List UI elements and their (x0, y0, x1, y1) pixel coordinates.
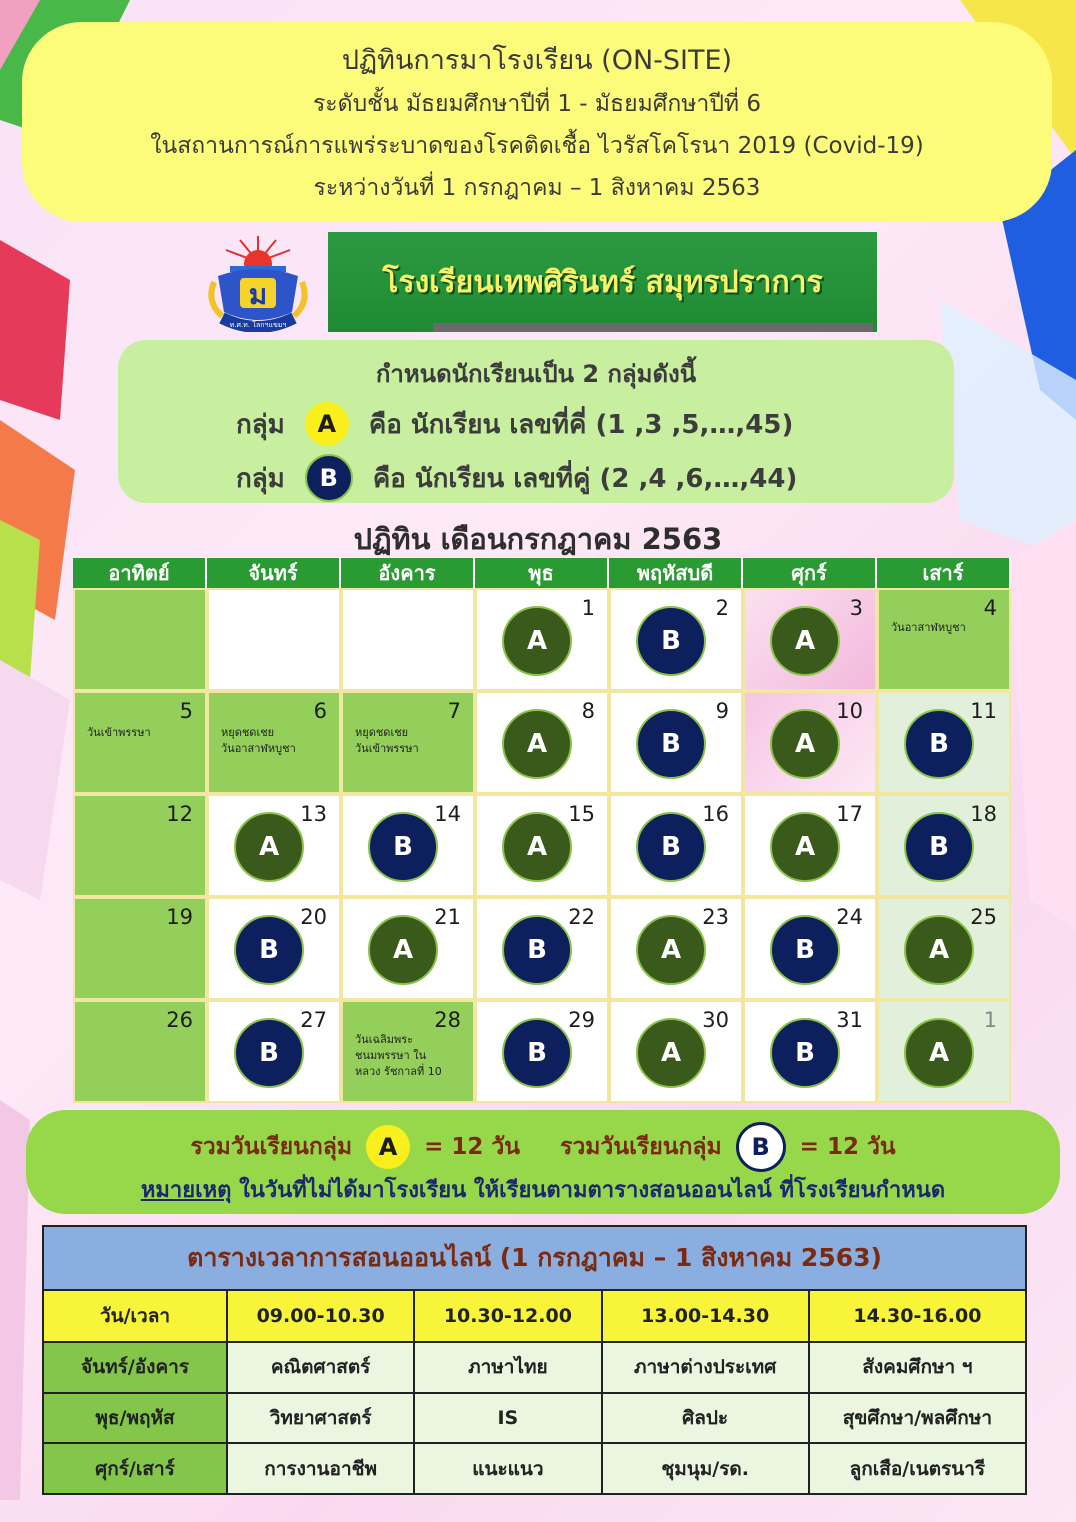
logo-letter: ม (248, 278, 268, 311)
timetable-row (43, 1443, 1026, 1494)
timetable-subject: ลูกเสือ/เนตรนารี (809, 1443, 1026, 1494)
school-logo (200, 232, 316, 332)
day-number: 14 (434, 802, 461, 826)
calendar-day-cell (743, 897, 877, 1000)
note-label: หมายเหตุ (140, 1178, 232, 1203)
group-b-day-badge: B (368, 812, 438, 882)
timetable-subject: ภาษาไทย (414, 1342, 601, 1393)
calendar-day-cell (609, 794, 743, 897)
online-timetable (42, 1225, 1027, 1495)
school-name-banner (328, 232, 877, 332)
calendar-day-cell (475, 794, 609, 897)
calendar-day-cell (743, 1000, 877, 1103)
note-text: ในวันที่ไม่ได้มาโรงเรียน ให้เรียนตามตารางสอนออนไลน์ ที่โรงเรียนกำหนด (231, 1178, 946, 1203)
calendar-day-cell (609, 1000, 743, 1103)
calendar-day-cell (207, 1000, 341, 1103)
summary-box (26, 1110, 1060, 1214)
title-line-4: ระหว่างวันที่ 1 กรกฎาคม – 1 สิงหาคม 2563 (313, 174, 761, 201)
group-a-day-badge: A (636, 915, 706, 985)
day-number: 29 (568, 1008, 595, 1032)
calendar-day-cell (73, 588, 207, 691)
summary-note (26, 1172, 1060, 1207)
calendar-title: ปฏิทิน เดือนกรกฎาคม 2563 (353, 522, 723, 556)
day-number: 23 (702, 905, 729, 929)
day-number: 30 (702, 1008, 729, 1032)
group-b-day-badge: B (770, 915, 840, 985)
group-b-day-badge: B (636, 606, 706, 676)
day-header: ศุกร์ (743, 558, 877, 588)
school-name: โรงเรียนเทพศิรินทร์ สมุทรปราการ (382, 264, 823, 300)
timetable-day: ศุกร์/เสาร์ (43, 1443, 227, 1494)
calendar-day-cell (73, 691, 207, 794)
group-a-badge: A (305, 402, 349, 446)
holiday-note: วันเฉลิมพระ ชนมพรรษา ใน หลวง รัชกาลที่ 10 (355, 1033, 442, 1078)
day-number: 6 (313, 699, 327, 723)
day-number: 4 (983, 596, 997, 620)
calendar-day-cell (341, 588, 475, 691)
day-number: 10 (836, 699, 863, 723)
day-number: 8 (581, 699, 595, 723)
timetable-subject: สังคมศึกษา ฯ (809, 1342, 1026, 1393)
calendar-day-cell (207, 691, 341, 794)
summary-a-value: = 12 วัน (424, 1134, 520, 1160)
day-number: 2 (715, 596, 729, 620)
calendar-day-cell (207, 588, 341, 691)
timetable-header: 14.30-16.00 (809, 1290, 1026, 1342)
calendar-day-cell (877, 794, 1011, 897)
group-a-day-badge: A (770, 709, 840, 779)
calendar-day-cell (73, 897, 207, 1000)
day-number: 31 (836, 1008, 863, 1032)
group-a-day-badge: A (502, 709, 572, 779)
title-line-3: ในสถานการณ์การแพร่ระบาดของโรคติดเชื้อ ไวรัสโคโรนา 2019 (Covid-19) (150, 132, 924, 159)
calendar-day-cell (341, 897, 475, 1000)
day-number: 24 (836, 905, 863, 929)
group-b-day-badge: B (502, 1018, 572, 1088)
group-b-day-badge: B (502, 915, 572, 985)
calendar-day-cell (341, 1000, 475, 1103)
calendar-day-cell (877, 1000, 1011, 1103)
calendar-day-cell (609, 588, 743, 691)
timetable-day: จันทร์/อังคาร (43, 1342, 227, 1393)
calendar-day-cell (877, 691, 1011, 794)
group-a-day-badge: A (904, 1018, 974, 1088)
day-number: 16 (702, 802, 729, 826)
calendar-day-cell (877, 897, 1011, 1000)
group-a-text: คือ นักเรียน เลขที่คี่ (1 ,3 ,5,…,45) (368, 409, 794, 440)
group-a-day-badge: A (636, 1018, 706, 1088)
calendar-day-cell (73, 1000, 207, 1103)
calendar-day-cell (609, 897, 743, 1000)
logo-caption: ท.ศ.ท. โลกฯแขมฯ (229, 321, 287, 329)
day-number: 26 (166, 1008, 193, 1032)
day-number: 27 (300, 1008, 327, 1032)
timetable-subject: คณิตศาสตร์ (227, 1342, 414, 1393)
day-header: พฤหัสบดี (609, 558, 743, 588)
timetable-day: พุธ/พฤหัส (43, 1393, 227, 1444)
group-a-day-badge: A (904, 915, 974, 985)
holiday-note: วันอาสาฬหบูชา (891, 621, 966, 634)
calendar-day-cell (609, 691, 743, 794)
timetable-subject: วิทยาศาสตร์ (227, 1393, 414, 1444)
calendar-day-cell (743, 794, 877, 897)
holiday-note: หยุดชดเชย วันอาสาฬหบูชา (221, 726, 296, 755)
summary-totals (26, 1122, 1060, 1172)
day-number: 22 (568, 905, 595, 929)
day-header: อังคาร (341, 558, 475, 588)
day-number: 28 (434, 1008, 461, 1032)
holiday-note: หยุดชดเชย วันเข้าพรรษา (355, 726, 419, 755)
day-number: 9 (715, 699, 729, 723)
day-header: เสาร์ (877, 558, 1011, 588)
group-b-day-badge: B (636, 709, 706, 779)
title-line-1: ปฏิทินการมาโรงเรียน (ON-SITE) (341, 44, 733, 76)
timetable-subject: สุขศึกษา/พลศึกษา (809, 1393, 1026, 1444)
calendar-day-cell (743, 588, 877, 691)
group-a-day-badge: A (368, 915, 438, 985)
summary-a-badge: A (366, 1125, 410, 1169)
calendar-day-cell (475, 897, 609, 1000)
timetable-subject: การงานอาชีพ (227, 1443, 414, 1494)
day-number: 17 (836, 802, 863, 826)
title-line-2: ระดับชั้น มัธยมศึกษาปีที่ 1 - มัธยมศึกษาปีที่ 6 (312, 90, 762, 117)
day-number: 5 (179, 699, 193, 723)
timetable-row (43, 1342, 1026, 1393)
timetable-row (43, 1393, 1026, 1444)
summary-a-label: รวมวันเรียนกลุ่ม (190, 1134, 353, 1160)
group-b-day-badge: B (770, 1018, 840, 1088)
group-b-row (236, 454, 797, 502)
group-b-text: คือ นักเรียน เลขที่คู่ (2 ,4 ,6,…,44) (372, 463, 798, 494)
day-number: 20 (300, 905, 327, 929)
group-a-day-badge: A (770, 606, 840, 676)
timetable-subject: ชุมนุม/รด. (602, 1443, 809, 1494)
day-number: 1 (983, 1008, 997, 1032)
banner-underline (433, 323, 873, 332)
summary-b-badge: B (736, 1122, 786, 1172)
day-number: 3 (849, 596, 863, 620)
group-a-day-badge: A (234, 812, 304, 882)
day-number: 19 (166, 905, 193, 929)
summary-b-label: รวมวันเรียนกลุ่ม (560, 1134, 722, 1160)
calendar-grid (73, 558, 1011, 1104)
timetable-header-row (43, 1290, 1026, 1342)
group-b-prefix: กลุ่ม (236, 463, 285, 494)
day-number: 18 (970, 802, 997, 826)
group-a-day-badge: A (502, 812, 572, 882)
calendar-day-cell (475, 588, 609, 691)
calendar-day-cell (341, 691, 475, 794)
group-a-row (236, 402, 793, 446)
calendar-day-cell (877, 588, 1011, 691)
day-number: 12 (166, 802, 193, 826)
group-a-prefix: กลุ่ม (236, 409, 285, 440)
calendar-day-cell (743, 691, 877, 794)
day-number: 15 (568, 802, 595, 826)
title-banner (22, 22, 1052, 222)
calendar-day-cell (341, 794, 475, 897)
calendar-day-cell (207, 897, 341, 1000)
group-b-day-badge: B (904, 812, 974, 882)
day-header: พุธ (475, 558, 609, 588)
holiday-note: วันเข้าพรรษา (87, 726, 151, 739)
day-number: 1 (581, 596, 595, 620)
calendar-day-cell (73, 794, 207, 897)
group-definition-box (118, 340, 954, 503)
group-b-day-badge: B (636, 812, 706, 882)
timetable-subject: แนะแนว (414, 1443, 601, 1494)
day-number: 11 (970, 699, 997, 723)
timetable-subject: ศิลปะ (602, 1393, 809, 1444)
group-b-day-badge: B (234, 1018, 304, 1088)
group-a-day-badge: A (502, 606, 572, 676)
group-title: กำหนดนักเรียนเป็น 2 กลุ่มดังนี้ (375, 360, 697, 388)
day-number: 7 (447, 699, 461, 723)
timetable-header: 10.30-12.00 (414, 1290, 601, 1342)
calendar-day-cell (475, 1000, 609, 1103)
timetable-subject: ภาษาต่างประเทศ (602, 1342, 809, 1393)
group-a-day-badge: A (770, 812, 840, 882)
group-b-day-badge: B (904, 709, 974, 779)
day-number: 13 (300, 802, 327, 826)
timetable-title: ตารางเวลาการสอนออนไลน์ (1 กรกฎาคม – 1 สิงหาคม 2563) (43, 1226, 1026, 1290)
group-b-badge: B (305, 454, 353, 502)
day-number: 21 (434, 905, 461, 929)
summary-b-value: = 12 วัน (799, 1134, 896, 1160)
calendar-day-cell (207, 794, 341, 897)
day-header: อาทิตย์ (73, 558, 207, 588)
day-header: จันทร์ (207, 558, 341, 588)
timetable-subject: IS (414, 1393, 601, 1444)
timetable-header: 09.00-10.30 (227, 1290, 414, 1342)
calendar-day-cell (475, 691, 609, 794)
day-number: 25 (970, 905, 997, 929)
timetable-header: 13.00-14.30 (602, 1290, 809, 1342)
group-b-day-badge: B (234, 915, 304, 985)
timetable-header: วัน/เวลา (43, 1290, 227, 1342)
